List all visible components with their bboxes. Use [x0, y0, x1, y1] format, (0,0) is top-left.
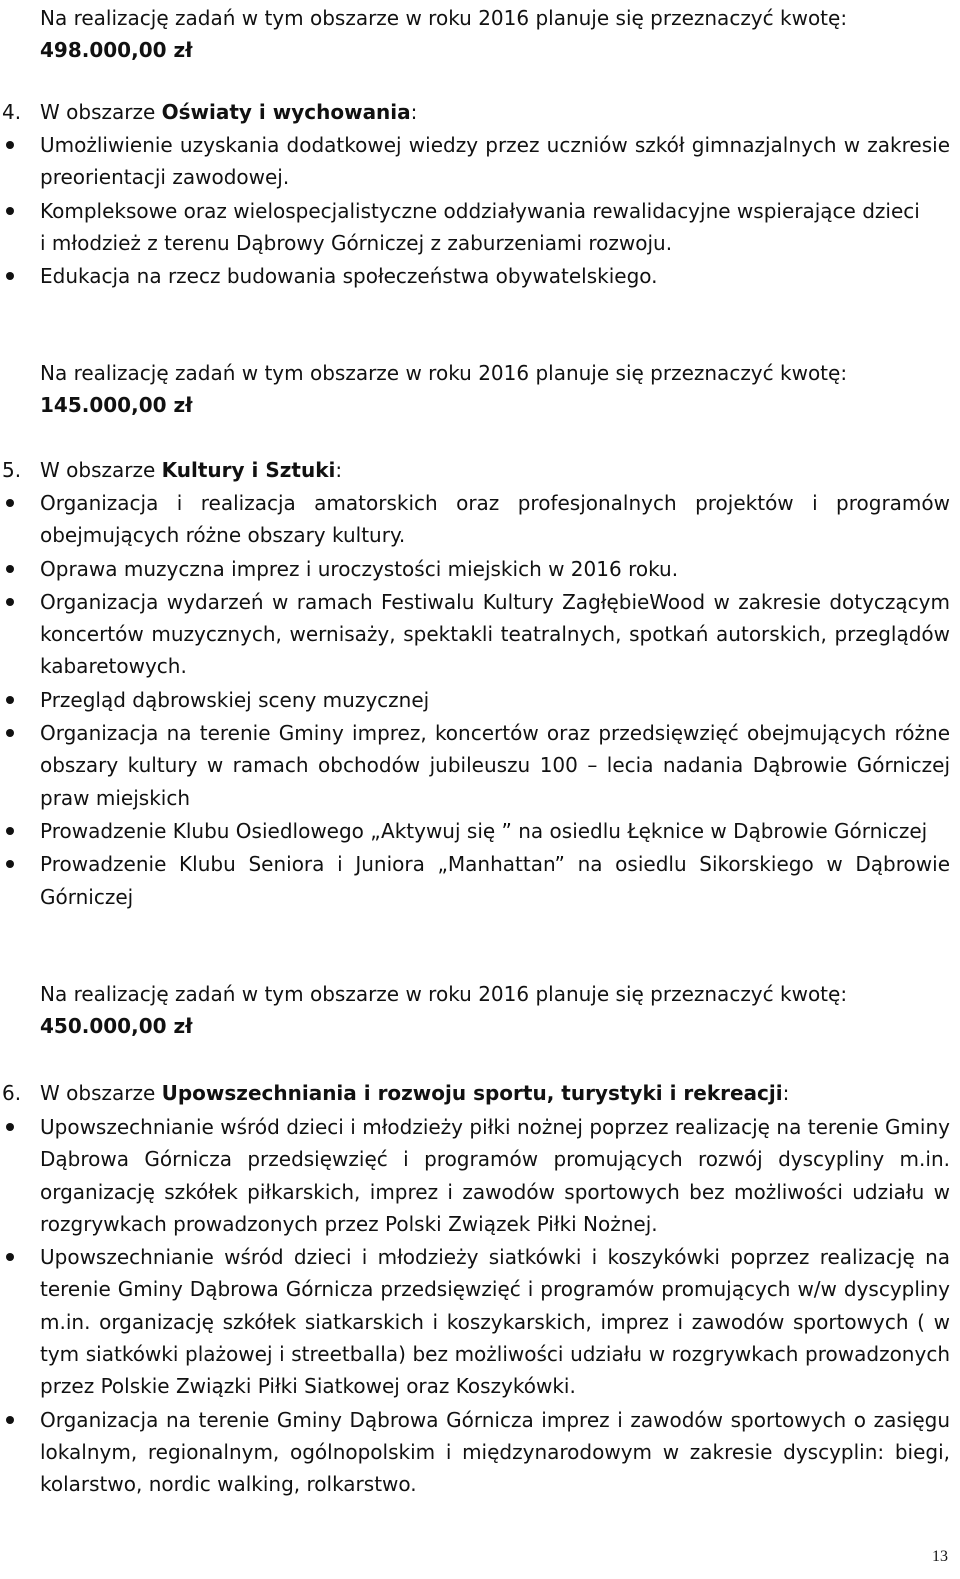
- section-4-list: [0, 129, 950, 293]
- budget-amount: 450.000,00 zł: [40, 1014, 193, 1038]
- section-title: Kultury i Sztuki: [161, 458, 336, 482]
- section-number: 4.: [2, 100, 22, 124]
- list-item: Organizacja na terenie Gminy imprez, koncertów oraz przedsięwzięć obejmujących różne obszary kultury w ramach obchodów jubileuszu 100 – lecia nadania Dąbrowie Górniczej praw miejskich: [0, 717, 950, 814]
- list-item: Przegląd dąbrowskiej sceny muzycznej: [0, 684, 950, 716]
- list-item: Organizacja na terenie Gminy Dąbrowa Górnicza imprez i zawodów sportowych o zasięgu lokalnym, regionalnym, ogólnopolskim i międzynarodowym w zakresie dyscyplin: biegi, kolarstwo, nordic walking, rolkarstwo.: [0, 1404, 950, 1501]
- budget-paragraph-4: [40, 357, 950, 421]
- list-item: Organizacja i realizacja amatorskich oraz profesjonalnych projektów i programów obejmujących różne obszary kultury.: [0, 487, 950, 552]
- section-heading-4: [0, 96, 950, 128]
- bullet-icon: [6, 1123, 14, 1131]
- bullet-icon: [6, 696, 14, 704]
- page-number: 13: [932, 1548, 948, 1565]
- bullet-icon: [6, 1416, 14, 1424]
- budget-paragraph-5: [40, 978, 950, 1042]
- bullet-icon: [6, 565, 14, 573]
- bullet-icon: [6, 827, 14, 835]
- section-title: Oświaty i wychowania: [161, 100, 411, 124]
- section-heading-6: [0, 1077, 950, 1109]
- bullet-icon: [6, 860, 14, 868]
- section-number: 5.: [2, 458, 22, 482]
- list-item: Umożliwienie uzyskania dodatkowej wiedzy przez uczniów szkół gimnazjalnych w zakresie preorientacji zawodowej.: [0, 129, 950, 194]
- list-item: Edukacja na rzecz budowania społeczeństwa obywatelskiego.: [0, 260, 950, 292]
- section-title: Upowszechniania i rozwoju sportu, turystyki i rekreacji: [161, 1081, 783, 1105]
- section-suffix: :: [335, 458, 343, 482]
- budget-text: Na realizację zadań w tym obszarze w roku 2016 planuje się przeznaczyć kwotę:: [40, 361, 848, 385]
- bullet-icon: [6, 141, 14, 149]
- list-item: Oprawa muzyczna imprez i uroczystości miejskich w 2016 roku.: [0, 553, 950, 585]
- section-5-list: [0, 487, 950, 914]
- section-suffix: :: [410, 100, 418, 124]
- budget-paragraph-top: [40, 2, 950, 66]
- section-6-list: [0, 1111, 950, 1502]
- bullet-icon: [6, 598, 14, 606]
- budget-amount: 145.000,00 zł: [40, 393, 193, 417]
- budget-text: Na realizację zadań w tym obszarze w roku 2016 planuje się przeznaczyć kwotę:: [40, 982, 848, 1006]
- section-prefix: W obszarze: [40, 458, 156, 482]
- section-prefix: W obszarze: [40, 1081, 156, 1105]
- section-number: 6.: [2, 1081, 22, 1105]
- list-item: Prowadzenie Klubu Seniora i Juniora „Manhattan” na osiedlu Sikorskiego w Dąbrowie Górniczej: [0, 848, 950, 913]
- budget-text: Na realizację zadań w tym obszarze w roku 2016 planuje się przeznaczyć kwotę:: [40, 6, 848, 30]
- bullet-icon: [6, 1253, 14, 1261]
- section-heading-5: [0, 454, 950, 486]
- budget-amount: 498.000,00 zł: [40, 38, 193, 62]
- list-item: Organizacja wydarzeń w ramach Festiwalu Kultury ZagłębieWood w zakresie dotyczącym koncertów muzycznych, wernisaży, spektakli teatralnych, spotkań autorskich, przeglądów kabaretowych.: [0, 586, 950, 683]
- bullet-icon: [6, 729, 14, 737]
- bullet-icon: [6, 499, 14, 507]
- list-item: Upowszechnianie wśród dzieci i młodzieży siatkówki i koszykówki poprzez realizację na terenie Gminy Dąbrowa Górnicza przedsięwzięć i programów promujących w/w dyscypliny m.in. organizację szkółek siatkarskich i koszykarskich, imprez i zawodów sportowych ( w tym siatkówki plażowej i streetballa) bez możliwości udziału w rozgrywkach prowadzonych przez Polskie Związki Piłki Siatkowej oraz Koszykówki.: [0, 1241, 950, 1402]
- bullet-icon: [6, 272, 14, 280]
- section-suffix: :: [782, 1081, 790, 1105]
- list-item: Prowadzenie Klubu Osiedlowego „Aktywuj się ” na osiedlu Łęknice w Dąbrowie Górniczej: [0, 815, 950, 847]
- list-item: Upowszechnianie wśród dzieci i młodzieży piłki nożnej poprzez realizację na terenie Gminy Dąbrowa Górnicza przedsięwzięć i programów promujących rozwój dyscypliny m.in. organizację szkółek piłkarskich, imprez i zawodów sportowych bez możliwości udziału w rozgrywkach prowadzonych przez Polski Związek Piłki Nożnej.: [0, 1111, 950, 1240]
- list-item: Kompleksowe oraz wielospecjalistyczne oddziaływania rewalidacyjne wspierające dzieci i młodzież z terenu Dąbrowy Górniczej z zaburzeniami rozwoju.: [0, 195, 950, 260]
- section-prefix: W obszarze: [40, 100, 156, 124]
- bullet-icon: [6, 207, 14, 215]
